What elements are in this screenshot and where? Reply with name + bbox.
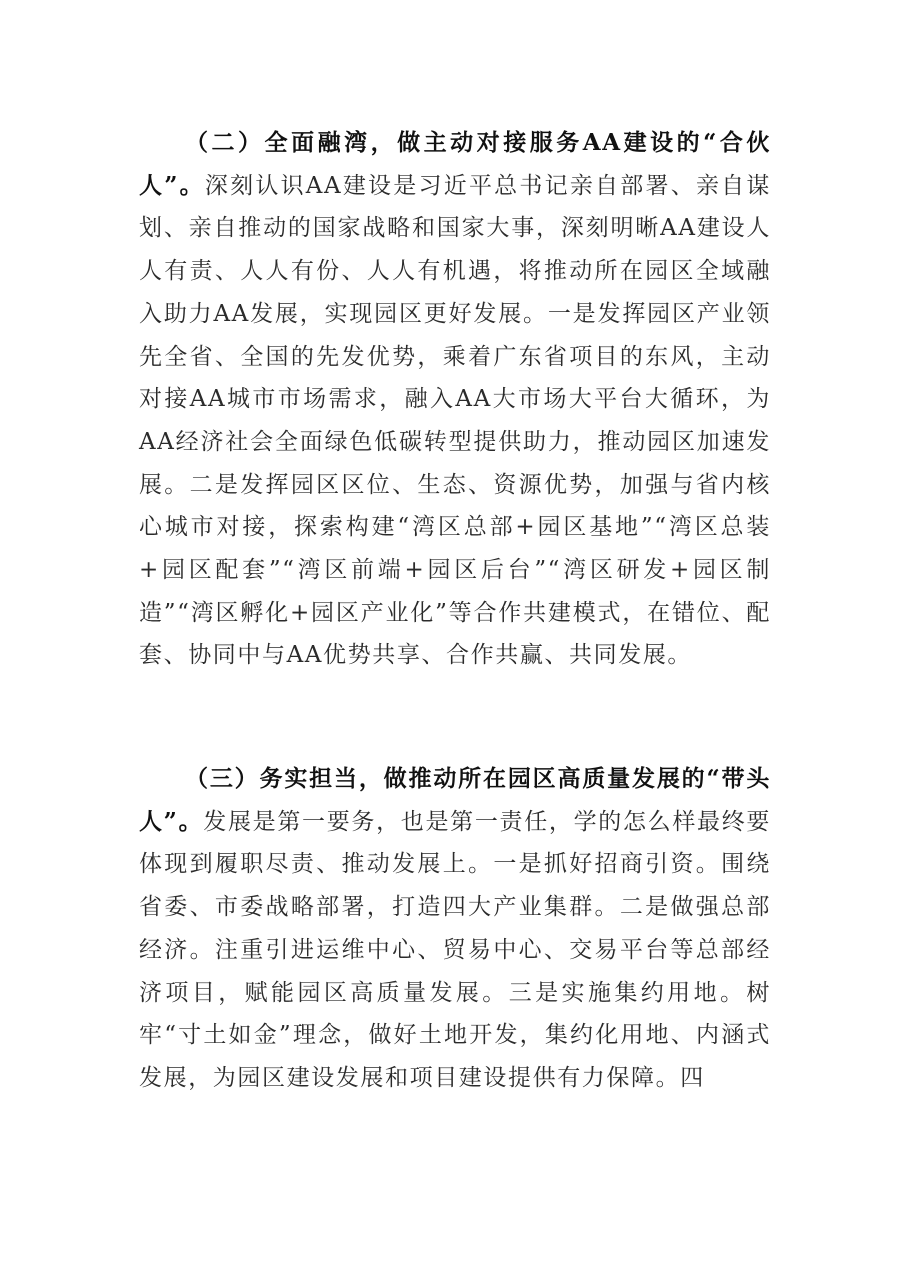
paragraph-section-3 <box>139 758 771 1100</box>
paragraph-body: 发展是第一要务，也是第一责任，学的怎么样最终要体现到履职尽责、推动发展上。一是抓好招商引资。围绕省委、市委战略部署，打造四大产业集群。二是做强总部经济。注重引进运维中心、贸易中心、交易平台等总部经济项目，赋能园区高质量发展。三是实施集约用地。树牢“寸土如金”理念，做好土地开发，集约化用地、内涵式发展，为园区建设发展和项目建设提供有力保障。四 <box>139 808 771 1091</box>
paragraph-section-2 <box>139 122 771 677</box>
paragraph-heading: （三）务实担当，做推动所在园区高质量发展的“带头人”。 <box>139 765 771 835</box>
paragraph-heading: （二）全面融湾，做主动对接服务AA建设的“合伙人”。 <box>139 129 771 199</box>
paragraph-body: 深刻认识AA建设是习近平总书记亲自部署、亲自谋划、亲自推动的国家战略和国家大事，深刻明晰AA建设人人有责、人人有份、人人有机遇，将推动所在园区全域融入助力AA发展，实现园区更好发展。一是发挥园区产业领先全省、全国的先发优势，乘着广东省项目的东风，主动对接AA城市市场需求，融入AA大市场大平台大循环，为AA经济社会全面绿色低碳转型提供助力，推动园区加速发展。二是发挥园区区位、生态、资源优势，加强与省内核心城市对接，探索构建“湾区总部+园区基地”“湾区总装+园区配套”“湾区前端+园区后台”“湾区研发+园区制造”“湾区孵化+园区产业化”等合作共建模式，在错位、配套、协同中与AA优势共享、合作共赢、共同发展。 <box>139 172 771 669</box>
